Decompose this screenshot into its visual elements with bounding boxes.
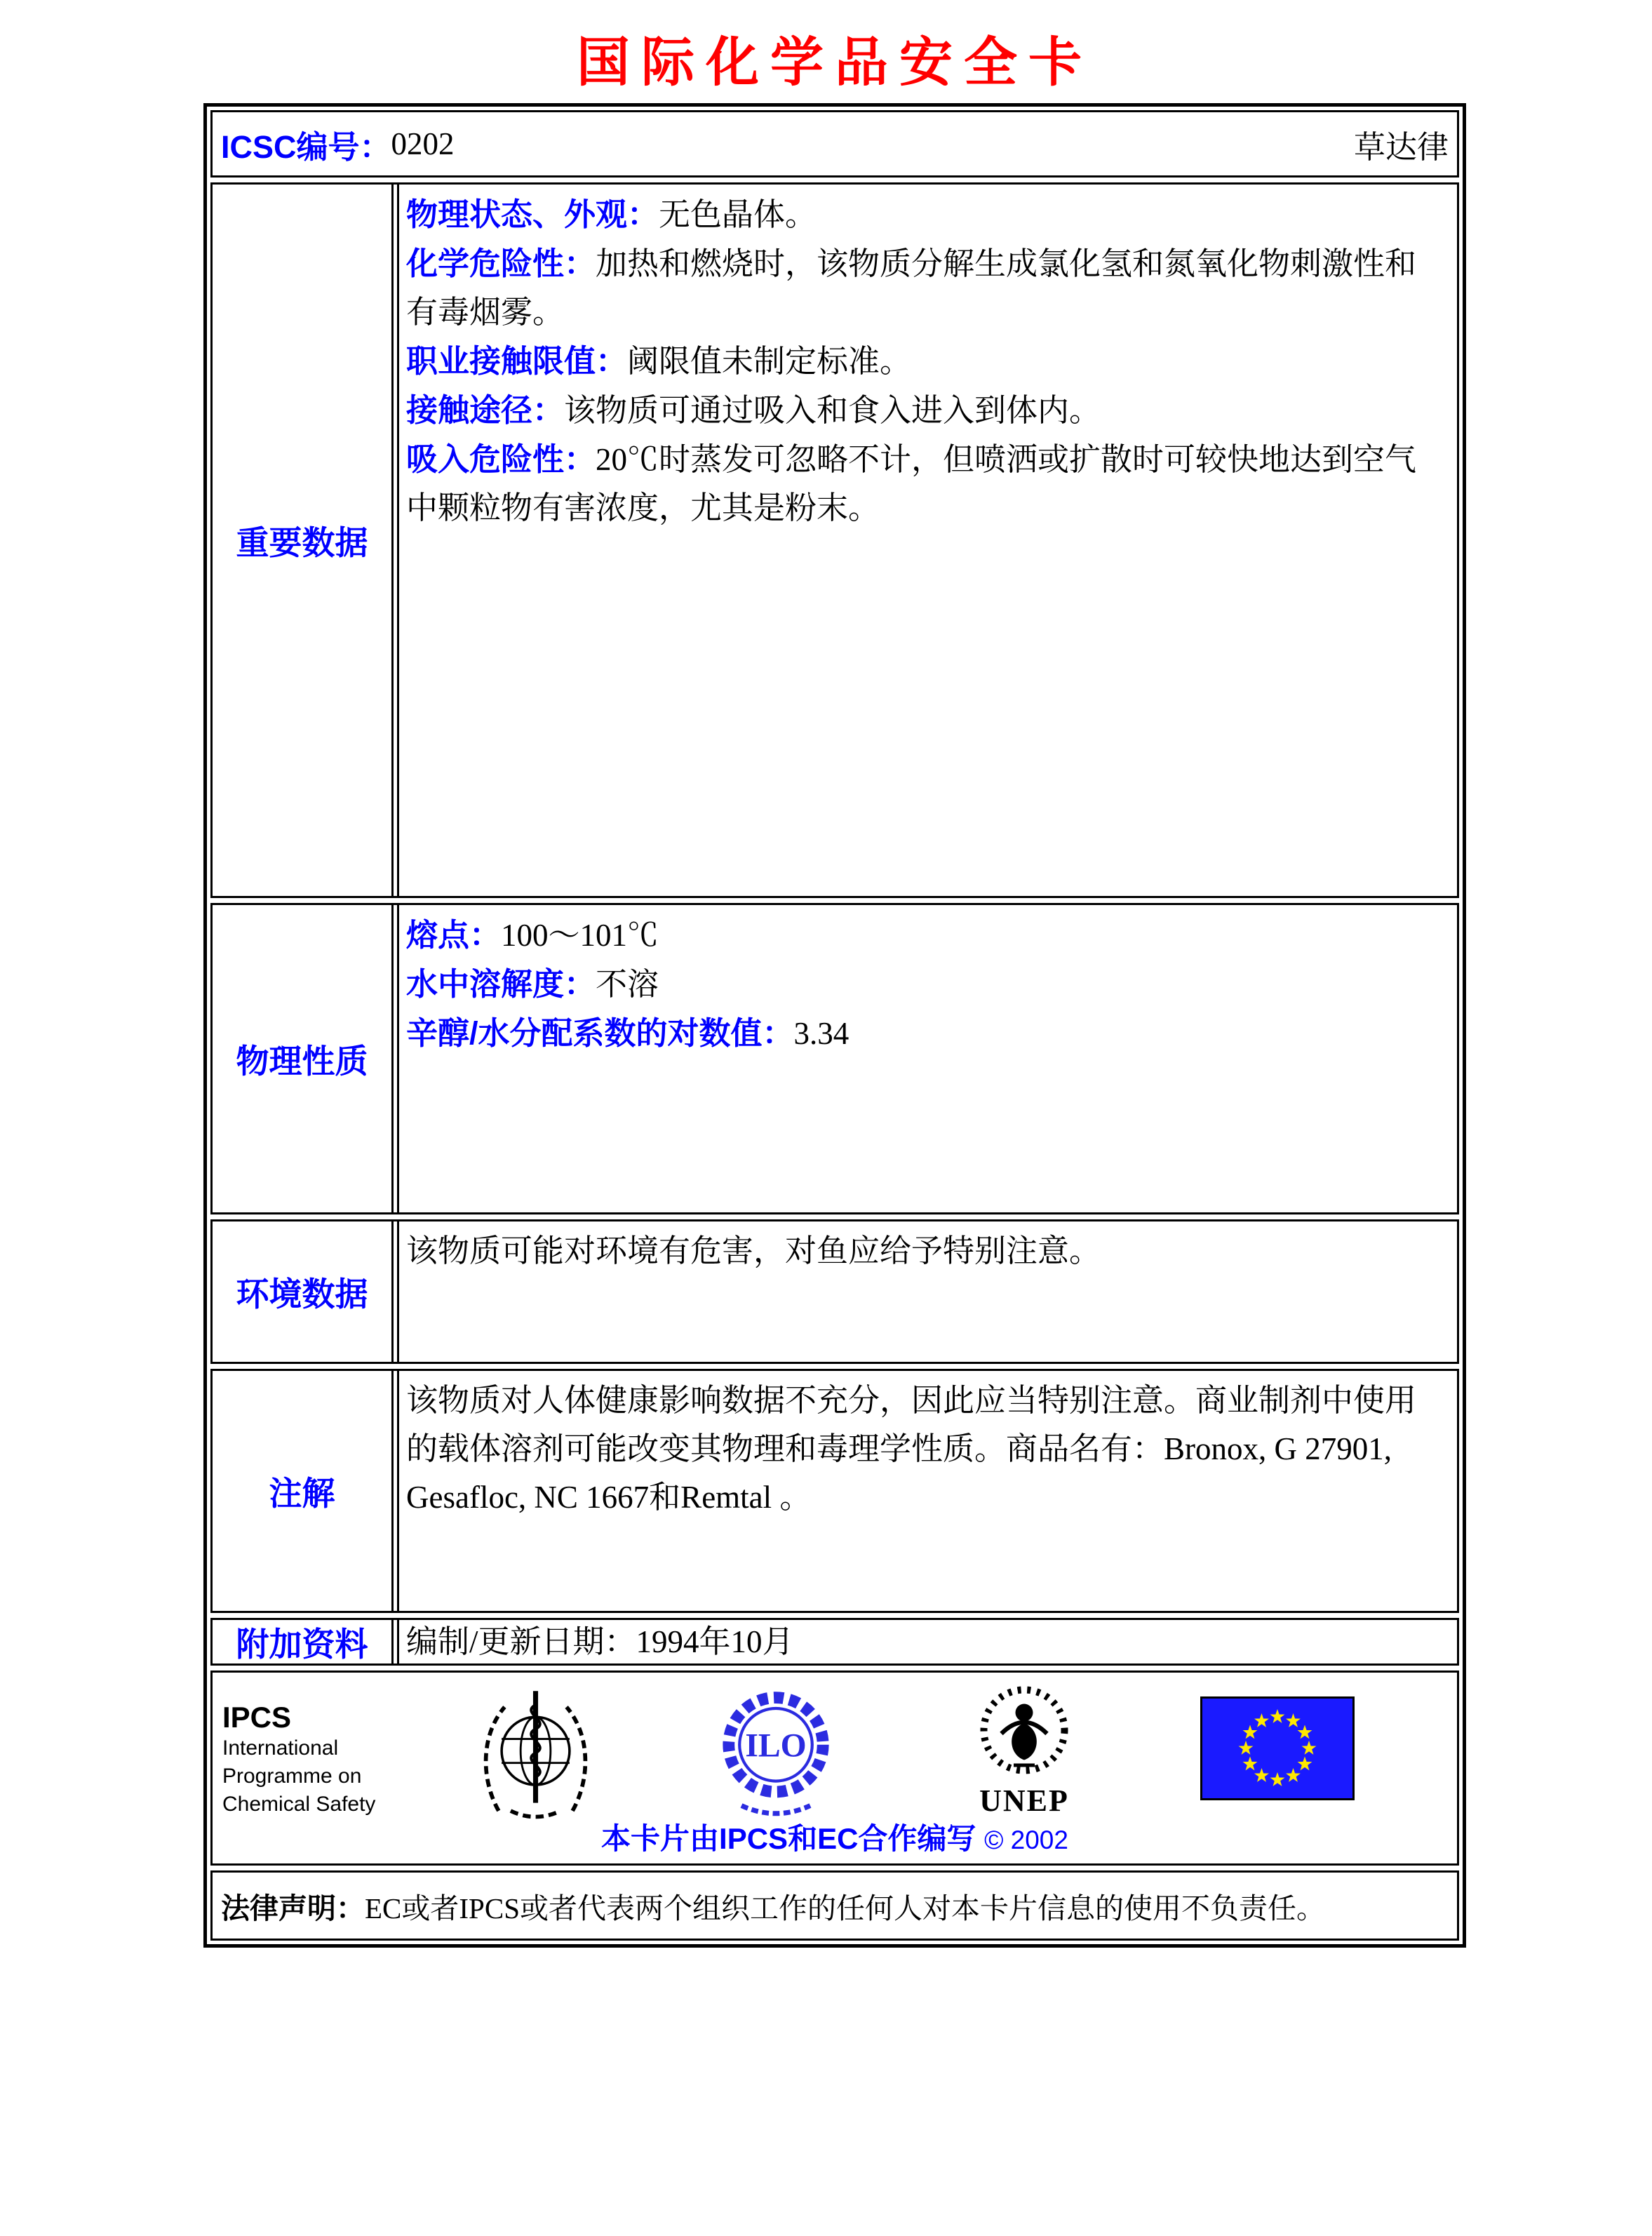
unep-logo-icon [965, 1681, 1084, 1816]
field-water-solubility [406, 960, 1447, 1009]
physical-properties-label: 物理性质 [236, 1042, 368, 1080]
ilo-logo-icon [712, 1684, 840, 1825]
ipcs-line: Programme on [222, 1765, 362, 1788]
field-key: 吸入危险性： [406, 441, 596, 477]
field-occupational-limit [406, 337, 1447, 386]
notes-content [397, 1371, 1457, 1611]
field-value: 20℃时蒸发可忽略不计，但喷洒或扩散时可较快地达到空气中颗粒物有害浓度，尤其是粉末。 [406, 442, 1417, 525]
field-value: 阈限值未制定标准。 [627, 344, 912, 379]
chemical-name: 草达律 [1353, 129, 1449, 165]
section-important-data [210, 182, 1459, 898]
legal-label: 法律声明： [221, 1892, 365, 1924]
icsc-number-group [221, 121, 455, 167]
section-label-cell [213, 905, 394, 1212]
who-logo-icon [471, 1681, 600, 1828]
field-value: 该物质可通过吸入和食入进入到体内。 [564, 393, 1101, 428]
environmental-data-label: 环境数据 [236, 1275, 368, 1313]
ipcs-block [222, 1701, 375, 1819]
important-data-label: 重要数据 [236, 523, 368, 561]
ipcs-acronym: IPCS [222, 1701, 292, 1734]
field-key: 化学危险性： [406, 246, 596, 281]
page-title: 国际化学品安全卡 [577, 33, 1093, 93]
additional-info-label: 附加资料 [236, 1625, 368, 1663]
icsc-number-value: 0202 [391, 126, 455, 161]
section-label-cell [213, 1221, 394, 1362]
field-value: 100～101℃ [501, 918, 659, 953]
caption-text: 本卡片由IPCS和EC合作编写 [601, 1822, 976, 1855]
unep-text: UNEP [979, 1783, 1069, 1818]
field-partition-coefficient [406, 1009, 1447, 1058]
section-label-cell [213, 1371, 394, 1611]
footer-logos-row [210, 1671, 1459, 1866]
ipcs-line: Chemical Safety [222, 1793, 376, 1816]
update-date-value: 1994年10月 [636, 1624, 794, 1659]
section-notes [210, 1369, 1459, 1613]
field-value: 无色晶体。 [659, 197, 817, 232]
section-label-cell [213, 185, 394, 896]
legal-row [210, 1870, 1459, 1941]
important-data-content [397, 185, 1457, 896]
ipcs-line: International [222, 1736, 339, 1760]
icsc-number-label: ICSC编号： [221, 128, 391, 165]
notes-text: 该物质对人体健康影响数据不充分，因此应当特别注意。商业制剂中使用的载体溶剂可能改变其物理和毒理学性质。商品名有：Bronox, G 27901, Gesafloc, NC 1667和Remtal 。 [406, 1383, 1417, 1515]
field-inhalation-risk [406, 435, 1447, 533]
ilo-text: ILO [745, 1727, 807, 1765]
field-value: 3.34 [793, 1016, 849, 1051]
environmental-data-text: 该物质可能对环境有危害，对鱼应给予特别注意。 [406, 1233, 1101, 1268]
field-key: 辛醇/水分配系数的对数值： [406, 1015, 794, 1051]
copyright-text: © 2002 [984, 1826, 1068, 1854]
field-key: 熔点： [406, 917, 502, 953]
field-melting-point [406, 911, 1447, 960]
additional-info-content [397, 1620, 1457, 1663]
section-label-cell [213, 1620, 394, 1663]
section-additional-info [210, 1618, 1459, 1666]
field-key: 职业接触限值： [406, 343, 628, 379]
field-physical-state [406, 190, 1447, 239]
icsc-card [203, 103, 1466, 1948]
field-value: 加热和燃烧时，该物质分解生成氯化氢和氮氧化物刺激性和有毒烟雾。 [406, 246, 1417, 330]
environmental-data-content [397, 1221, 1457, 1362]
footer-caption [213, 1816, 1457, 1858]
field-key: 接触途径： [406, 392, 565, 428]
field-exposure-routes [406, 386, 1447, 435]
update-date-key: 编制/更新日期： [406, 1624, 636, 1659]
header-row [210, 110, 1459, 178]
physical-properties-content [397, 905, 1457, 1212]
field-chemical-danger [406, 239, 1447, 337]
field-key: 物理状态、外观： [406, 196, 659, 232]
field-value: 不溶 [596, 967, 659, 1002]
legal-text: EC或者IPCS或者代表两个组织工作的任何人对本卡片信息的使用不负责任。 [365, 1892, 1325, 1924]
section-environmental-data [210, 1219, 1459, 1364]
notes-label: 注解 [269, 1474, 335, 1512]
field-key: 水中溶解度： [406, 966, 596, 1002]
eu-flag-icon [1200, 1696, 1355, 1804]
section-physical-properties [210, 903, 1459, 1214]
